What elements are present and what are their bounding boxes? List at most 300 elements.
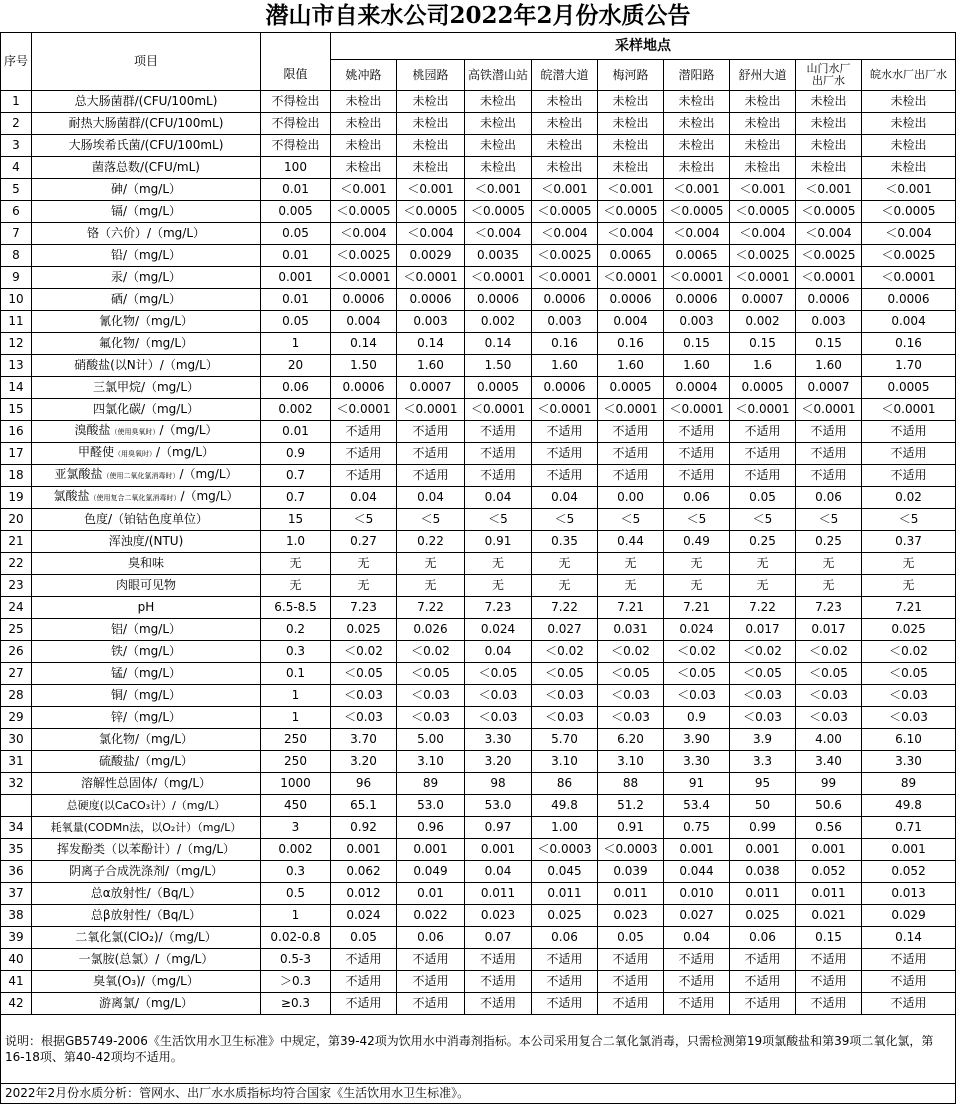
site-value: 不适用 xyxy=(664,421,730,443)
item-unit: /（mg/L） xyxy=(179,467,238,481)
item-name xyxy=(32,663,261,685)
site-value: ＜0.0005 xyxy=(532,201,598,223)
row-number: 17 xyxy=(1,443,32,465)
site-value: ＜0.0001 xyxy=(796,267,862,289)
site-value: 不适用 xyxy=(730,443,796,465)
site-value: ＜0.0001 xyxy=(465,399,532,421)
site-value: 未检出 xyxy=(465,91,532,113)
site-value: ＜0.03 xyxy=(730,707,796,729)
site-value: 0.0035 xyxy=(465,245,532,267)
table-row xyxy=(1,509,956,531)
item-name xyxy=(32,355,261,377)
site-value: 0.04 xyxy=(465,487,532,509)
item-name xyxy=(32,531,261,553)
site-value: 0.0005 xyxy=(598,377,664,399)
site-value: ＜0.0025 xyxy=(532,245,598,267)
site-value: 未检出 xyxy=(598,113,664,135)
site-value: 未检出 xyxy=(465,113,532,135)
row-number xyxy=(1,795,32,817)
site-value: 0.15 xyxy=(796,927,862,949)
limit-value: 不得检出 xyxy=(261,135,331,157)
limit-value: 100 xyxy=(261,157,331,179)
site-value: 不适用 xyxy=(664,465,730,487)
site-value: 未检出 xyxy=(730,135,796,157)
site-value: ＜0.0025 xyxy=(862,245,956,267)
item-label: 肉眼可见物 xyxy=(115,578,176,592)
site-value: 0.15 xyxy=(730,333,796,355)
item-label: pH xyxy=(137,600,155,614)
item-name xyxy=(32,113,261,135)
site-value: ＜0.004 xyxy=(730,223,796,245)
site-value: ＜0.0005 xyxy=(796,201,862,223)
row-number: 21 xyxy=(1,531,32,553)
item-label: 大肠埃希氏菌/(CFU/100mL) xyxy=(68,138,224,152)
site-value: 3.40 xyxy=(796,751,862,773)
site-value: 未检出 xyxy=(465,157,532,179)
site-value: 未检出 xyxy=(397,135,465,157)
site-value: 0.001 xyxy=(465,839,532,861)
limit-value: 0.5-3 xyxy=(261,949,331,971)
site-value: 89 xyxy=(397,773,465,795)
site-value: ＜0.05 xyxy=(465,663,532,685)
site-value: 不适用 xyxy=(465,465,532,487)
site-value: 不适用 xyxy=(532,993,598,1015)
item-label: 汞/（mg/L） xyxy=(110,270,182,284)
site-value: 3.90 xyxy=(664,729,730,751)
site-value: 3.70 xyxy=(331,729,397,751)
site-value: 无 xyxy=(862,553,956,575)
site-value: 不适用 xyxy=(862,443,956,465)
site-value: ＜0.0005 xyxy=(331,201,397,223)
table-row xyxy=(1,421,956,443)
site-value: 1.60 xyxy=(796,355,862,377)
item-name xyxy=(32,949,261,971)
site-value: 未检出 xyxy=(664,135,730,157)
site-value: 不适用 xyxy=(598,421,664,443)
limit-value: 0.001 xyxy=(261,267,331,289)
site-value: 0.025 xyxy=(862,619,956,641)
site-value: 未检出 xyxy=(397,157,465,179)
site-value: 7.22 xyxy=(532,597,598,619)
site-value: 不适用 xyxy=(532,421,598,443)
item-label: 氯化物/（mg/L） xyxy=(98,732,194,746)
header-site: 姚冲路 xyxy=(331,60,397,91)
site-value: 0.0006 xyxy=(664,289,730,311)
site-value: ＜0.004 xyxy=(331,223,397,245)
site-value: 0.017 xyxy=(796,619,862,641)
site-value: 51.2 xyxy=(598,795,664,817)
site-value: 未检出 xyxy=(397,91,465,113)
site-value: 49.8 xyxy=(862,795,956,817)
site-value: 未检出 xyxy=(796,157,862,179)
item-name xyxy=(32,597,261,619)
table-row xyxy=(1,399,956,421)
site-value: 无 xyxy=(397,553,465,575)
site-value: 不适用 xyxy=(598,465,664,487)
site-value: 3.20 xyxy=(465,751,532,773)
site-value: 未检出 xyxy=(664,91,730,113)
header-limit-top xyxy=(261,33,331,60)
site-value: ＜0.02 xyxy=(331,641,397,663)
site-value: 0.04 xyxy=(465,861,532,883)
site-value: 不适用 xyxy=(862,949,956,971)
site-value: 1.00 xyxy=(532,817,598,839)
site-value: 1.70 xyxy=(862,355,956,377)
page-title: 潜山市自来水公司2022年2月份水质公告 xyxy=(265,2,691,29)
site-value: 99 xyxy=(796,773,862,795)
site-value: 不适用 xyxy=(730,465,796,487)
site-value: 不适用 xyxy=(465,993,532,1015)
site-value: 3.20 xyxy=(331,751,397,773)
limit-value: 0.5 xyxy=(261,883,331,905)
limit-value: 0.002 xyxy=(261,839,331,861)
site-value: 不适用 xyxy=(532,949,598,971)
row-number: 40 xyxy=(1,949,32,971)
item-condition-note: （使用二氧化氯消毒时） xyxy=(102,472,180,480)
item-name xyxy=(32,157,261,179)
site-value: ＜0.004 xyxy=(796,223,862,245)
row-number: 4 xyxy=(1,157,32,179)
site-value: 0.14 xyxy=(465,333,532,355)
limit-value: 1000 xyxy=(261,773,331,795)
site-value: ＜0.0001 xyxy=(862,399,956,421)
site-value: 0.027 xyxy=(664,905,730,927)
site-value: 0.001 xyxy=(862,839,956,861)
site-value: ＜0.001 xyxy=(664,179,730,201)
site-value: 5.00 xyxy=(397,729,465,751)
limit-value: 1 xyxy=(261,333,331,355)
site-value: 0.011 xyxy=(465,883,532,905)
table-row xyxy=(1,487,956,509)
site-value: ＜0.03 xyxy=(397,685,465,707)
site-value: ＜0.0001 xyxy=(331,399,397,421)
limit-value: 不得检出 xyxy=(261,113,331,135)
site-value: 0.22 xyxy=(397,531,465,553)
site-value: 1.6 xyxy=(730,355,796,377)
row-number: 13 xyxy=(1,355,32,377)
site-value: ＜5 xyxy=(796,509,862,531)
site-value: 不适用 xyxy=(730,421,796,443)
analysis-row xyxy=(1,1084,956,1104)
item-name xyxy=(32,509,261,531)
item-label: 氰化物/（mg/L） xyxy=(98,314,194,328)
row-number: 11 xyxy=(1,311,32,333)
item-name xyxy=(32,619,261,641)
site-value: 0.0005 xyxy=(730,377,796,399)
site-value: ＜0.0025 xyxy=(730,245,796,267)
site-value: 1.60 xyxy=(397,355,465,377)
site-value: 0.0065 xyxy=(598,245,664,267)
site-value: ＜0.0001 xyxy=(862,267,956,289)
site-value: ＜0.0005 xyxy=(730,201,796,223)
site-value: ＜0.004 xyxy=(397,223,465,245)
site-value: ＜0.02 xyxy=(730,641,796,663)
site-value: 无 xyxy=(532,553,598,575)
site-value: 不适用 xyxy=(532,465,598,487)
item-name xyxy=(32,839,261,861)
site-value: ＜0.001 xyxy=(796,179,862,201)
item-name xyxy=(32,795,261,817)
site-value: 0.00 xyxy=(598,487,664,509)
site-value: 0.001 xyxy=(664,839,730,861)
item-label: 总α放射性/（Bq/L） xyxy=(90,886,202,900)
site-value: 0.02 xyxy=(862,487,956,509)
site-value: 5.70 xyxy=(532,729,598,751)
row-number: 9 xyxy=(1,267,32,289)
table-row xyxy=(1,663,956,685)
row-number: 15 xyxy=(1,399,32,421)
limit-value: 250 xyxy=(261,751,331,773)
limit-value: 15 xyxy=(261,509,331,531)
site-value: 96 xyxy=(331,773,397,795)
item-name xyxy=(32,773,261,795)
site-value: 未检出 xyxy=(664,113,730,135)
site-value: 不适用 xyxy=(862,421,956,443)
item-label: 亚氯酸盐 xyxy=(54,467,103,481)
site-value: 53.0 xyxy=(397,795,465,817)
site-value: 未检出 xyxy=(730,157,796,179)
site-value: 0.011 xyxy=(730,883,796,905)
limit-value: 0.2 xyxy=(261,619,331,641)
site-value: 0.0006 xyxy=(532,377,598,399)
item-label: 臭和味 xyxy=(127,556,164,570)
site-value: 0.001 xyxy=(397,839,465,861)
site-value: 未检出 xyxy=(532,157,598,179)
header-row-1 xyxy=(1,33,956,60)
site-value: 未检出 xyxy=(730,91,796,113)
item-label: 总大肠菌群/(CFU/100mL) xyxy=(74,94,218,108)
site-value: ＜0.03 xyxy=(862,707,956,729)
site-value: 无 xyxy=(664,575,730,597)
site-value: ＜0.001 xyxy=(397,179,465,201)
site-value: 0.003 xyxy=(796,311,862,333)
table-row xyxy=(1,883,956,905)
item-label: 臭氧(O₃)/（mg/L） xyxy=(93,974,199,988)
site-value: ＜0.004 xyxy=(664,223,730,245)
item-name xyxy=(32,399,261,421)
row-number: 3 xyxy=(1,135,32,157)
site-value: 0.004 xyxy=(331,311,397,333)
site-value: 无 xyxy=(465,575,532,597)
site-value: 53.4 xyxy=(664,795,730,817)
site-value: 不适用 xyxy=(598,949,664,971)
table-row xyxy=(1,971,956,993)
site-value: ＜0.03 xyxy=(730,685,796,707)
row-number: 23 xyxy=(1,575,32,597)
table-row xyxy=(1,707,956,729)
row-number: 31 xyxy=(1,751,32,773)
site-value: 未检出 xyxy=(331,91,397,113)
site-value: 0.024 xyxy=(465,619,532,641)
item-label: 硒/（mg/L） xyxy=(110,292,182,306)
site-value: ＜0.03 xyxy=(664,685,730,707)
site-value: 0.56 xyxy=(796,817,862,839)
site-value: 0.021 xyxy=(796,905,862,927)
site-value: 3.3 xyxy=(730,751,796,773)
site-value: 0.012 xyxy=(331,883,397,905)
site-value: 0.05 xyxy=(331,927,397,949)
site-value: 0.05 xyxy=(598,927,664,949)
row-number: 37 xyxy=(1,883,32,905)
site-value: 未检出 xyxy=(532,135,598,157)
site-value: 0.0007 xyxy=(730,289,796,311)
site-value: 0.9 xyxy=(664,707,730,729)
site-value: 0.0006 xyxy=(331,377,397,399)
table-row xyxy=(1,641,956,663)
site-value: 0.0006 xyxy=(796,289,862,311)
header-sites-group: 采样地点 xyxy=(331,33,956,60)
item-label: 总硬度(以CaCO₃计）/（mg/L） xyxy=(66,799,226,812)
site-value: 3.10 xyxy=(598,751,664,773)
limit-value: ＞0.3 xyxy=(261,971,331,993)
item-label: 铁/（mg/L） xyxy=(110,644,182,658)
site-value: 88 xyxy=(598,773,664,795)
site-value: 0.0004 xyxy=(664,377,730,399)
item-name xyxy=(32,487,261,509)
site-value: ＜0.001 xyxy=(730,179,796,201)
site-value: 0.049 xyxy=(397,861,465,883)
site-value: 0.04 xyxy=(397,487,465,509)
site-value: 0.011 xyxy=(598,883,664,905)
item-condition-note: （使用臭氧时） xyxy=(110,428,160,436)
site-value: 0.04 xyxy=(331,487,397,509)
table-row xyxy=(1,927,956,949)
site-value: ＜0.03 xyxy=(532,707,598,729)
site-value: 0.052 xyxy=(862,861,956,883)
site-value: 未检出 xyxy=(397,113,465,135)
limit-value: 0.01 xyxy=(261,421,331,443)
site-value: 未检出 xyxy=(532,113,598,135)
item-name xyxy=(32,575,261,597)
item-label: 硝酸盐(以N计）/（mg/L） xyxy=(74,358,218,372)
site-value: 0.05 xyxy=(730,487,796,509)
row-number: 42 xyxy=(1,993,32,1015)
site-value: 不适用 xyxy=(331,949,397,971)
site-value: 91 xyxy=(664,773,730,795)
site-value: 0.25 xyxy=(796,531,862,553)
item-label: 溴酸盐 xyxy=(74,423,111,437)
site-value: 无 xyxy=(598,575,664,597)
row-number: 27 xyxy=(1,663,32,685)
site-value: 不适用 xyxy=(465,971,532,993)
item-name xyxy=(32,707,261,729)
site-value: 0.27 xyxy=(331,531,397,553)
site-value: ＜0.03 xyxy=(331,685,397,707)
item-name xyxy=(32,333,261,355)
site-value: 0.004 xyxy=(862,311,956,333)
table-row xyxy=(1,289,956,311)
table-row xyxy=(1,377,956,399)
limit-value: 0.01 xyxy=(261,245,331,267)
site-value: 未检出 xyxy=(532,91,598,113)
limit-value: 1 xyxy=(261,685,331,707)
limit-value: 无 xyxy=(261,575,331,597)
site-value: 不适用 xyxy=(862,971,956,993)
limit-value: 0.05 xyxy=(261,311,331,333)
table-row xyxy=(1,905,956,927)
site-value: 无 xyxy=(331,553,397,575)
site-value: ＜0.0001 xyxy=(730,399,796,421)
site-value: 0.71 xyxy=(862,817,956,839)
table-row xyxy=(1,993,956,1015)
limit-value: 0.05 xyxy=(261,223,331,245)
row-number: 28 xyxy=(1,685,32,707)
item-name xyxy=(32,421,261,443)
site-value: 不适用 xyxy=(331,993,397,1015)
item-name xyxy=(32,289,261,311)
site-value: 0.06 xyxy=(664,487,730,509)
table-row xyxy=(1,839,956,861)
site-value: 无 xyxy=(796,575,862,597)
site-value: 7.22 xyxy=(397,597,465,619)
site-value: 0.004 xyxy=(598,311,664,333)
site-value: 3.30 xyxy=(465,729,532,751)
site-value: 0.44 xyxy=(598,531,664,553)
item-name xyxy=(32,861,261,883)
site-value: 不适用 xyxy=(465,949,532,971)
site-value: ＜0.02 xyxy=(862,641,956,663)
site-value: 未检出 xyxy=(664,157,730,179)
site-value: 不适用 xyxy=(331,421,397,443)
site-value: 0.011 xyxy=(796,883,862,905)
item-label: 溶解性总固体/（mg/L） xyxy=(80,776,212,790)
site-value: ＜0.0003 xyxy=(532,839,598,861)
site-value: ＜0.0001 xyxy=(397,267,465,289)
site-value: ＜5 xyxy=(730,509,796,531)
item-name xyxy=(32,971,261,993)
site-value: 0.07 xyxy=(465,927,532,949)
site-value: 0.029 xyxy=(862,905,956,927)
site-value: ＜5 xyxy=(862,509,956,531)
site-value: 0.013 xyxy=(862,883,956,905)
site-value: 4.00 xyxy=(796,729,862,751)
item-name xyxy=(32,553,261,575)
table-row xyxy=(1,465,956,487)
row-number: 6 xyxy=(1,201,32,223)
site-value: ＜0.004 xyxy=(862,223,956,245)
limit-value: 0.7 xyxy=(261,487,331,509)
site-value: 不适用 xyxy=(796,443,862,465)
site-value: ＜0.0001 xyxy=(730,267,796,289)
item-label: 总β放射性/（Bq/L） xyxy=(90,908,202,922)
table-row xyxy=(1,91,956,113)
item-label: 镉/（mg/L） xyxy=(110,204,182,218)
site-value: 未检出 xyxy=(598,91,664,113)
site-value: 0.017 xyxy=(730,619,796,641)
item-name xyxy=(32,377,261,399)
site-value: 不适用 xyxy=(730,949,796,971)
row-number: 2 xyxy=(1,113,32,135)
site-value: 50.6 xyxy=(796,795,862,817)
site-value: 0.025 xyxy=(331,619,397,641)
site-value: 不适用 xyxy=(397,443,465,465)
site-value: 7.23 xyxy=(465,597,532,619)
limit-value: 1 xyxy=(261,905,331,927)
site-value: 1.60 xyxy=(532,355,598,377)
site-value: 0.023 xyxy=(598,905,664,927)
item-label: 锰/（mg/L） xyxy=(110,666,182,680)
limit-value: 250 xyxy=(261,729,331,751)
water-quality-table xyxy=(0,32,956,1104)
site-value: 不适用 xyxy=(664,443,730,465)
limit-value: 0.9 xyxy=(261,443,331,465)
site-value: 7.21 xyxy=(664,597,730,619)
site-value: 无 xyxy=(465,553,532,575)
site-value: 不适用 xyxy=(397,421,465,443)
site-value: 未检出 xyxy=(862,135,956,157)
site-value: 0.026 xyxy=(397,619,465,641)
item-unit: /（mg/L） xyxy=(155,445,215,459)
